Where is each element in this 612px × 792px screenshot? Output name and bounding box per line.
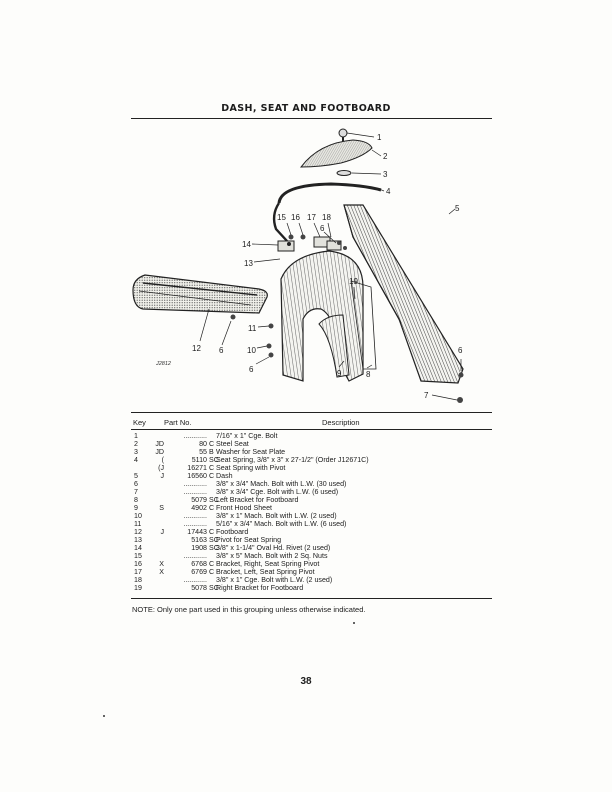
row-part-number: ............: [183, 432, 207, 440]
table-row: [131, 568, 492, 576]
row-part-number: 5079: [191, 496, 207, 504]
row-part-prefix: S: [159, 504, 164, 512]
callout-11: 11: [248, 324, 257, 333]
row-part-number: 4902: [191, 504, 207, 512]
callout-5: 5: [455, 204, 460, 213]
callout-6c: 6: [249, 365, 254, 374]
callout-16: 16: [291, 213, 300, 222]
row-description: Steel Seat: [216, 440, 249, 448]
callout-1: 1: [377, 133, 382, 142]
row-key: 12: [134, 528, 142, 536]
row-key: 5: [134, 472, 138, 480]
row-key: 6: [134, 480, 138, 488]
row-description: 3/8" x 1" Cge. Bolt with L.W. (2 used): [216, 576, 333, 584]
table-row: [131, 528, 492, 536]
figure-number: J2812: [156, 361, 171, 367]
row-description: 3/8" x 1-1/4" Oval Hd. Rivet (2 used): [216, 544, 331, 552]
table-row: [131, 464, 492, 472]
row-part-number: 6769: [191, 568, 207, 576]
row-description: 3/8" x 5" Mach. Bolt with 2 Sq. Nuts: [216, 552, 328, 560]
header-part-number: Part No.: [164, 418, 192, 427]
callout-2: 2: [383, 152, 388, 161]
callout-14: 14: [242, 240, 251, 249]
row-description: 7/16" x 1" Cge. Bolt: [216, 432, 278, 440]
row-part-suffix: SC: [209, 584, 219, 592]
steel-seat-part: [301, 140, 372, 167]
row-description: 3/8" x 1" Mach. Bolt with L.W. (2 used): [216, 512, 337, 520]
callout-3: 3: [383, 170, 388, 179]
row-part-suffix: SC: [209, 536, 219, 544]
row-part-prefix: (J: [158, 464, 164, 472]
row-part-prefix: X: [159, 560, 164, 568]
row-key: 14: [134, 544, 142, 552]
row-key: 3: [134, 448, 138, 456]
callout-12: 12: [192, 344, 201, 353]
print-speck: [103, 715, 105, 717]
row-part-number: ............: [183, 512, 207, 520]
row-part-number: 5110: [191, 456, 207, 464]
row-key: 8: [134, 496, 138, 504]
figure-bottom-rule: [131, 412, 492, 413]
table-row: [131, 480, 492, 488]
bracket-hardware: [289, 235, 348, 251]
table-row: [131, 560, 492, 568]
row-key: 15: [134, 552, 142, 560]
callout-13: 13: [244, 259, 253, 268]
row-part-prefix: (: [161, 456, 164, 464]
table-row: [131, 544, 492, 552]
row-description: 3/8" x 3/4" Mach. Bolt with L.W. (30 used): [216, 480, 347, 488]
print-speck: [353, 622, 355, 624]
row-part-number: 16560: [187, 472, 207, 480]
row-key: 9: [134, 504, 138, 512]
row-key: 4: [134, 456, 138, 464]
row-description: Front Hood Sheet: [216, 504, 272, 512]
row-part-suffix: C: [209, 464, 215, 472]
row-part-suffix: C: [209, 504, 215, 512]
row-part-prefix: X: [159, 568, 164, 576]
row-part-number: 5163: [191, 536, 207, 544]
row-key: 11: [134, 520, 142, 528]
row-key: 13: [134, 536, 142, 544]
row-description: Right Bracket for Footboard: [216, 584, 304, 592]
row-key: 19: [134, 584, 142, 592]
row-part-number: 80: [199, 440, 207, 448]
header-description: Description: [322, 418, 360, 427]
row-part-number: 1908: [191, 544, 207, 552]
row-description: 5/16" x 3/4" Mach. Bolt with L.W. (6 used): [216, 520, 347, 528]
table-row: [131, 448, 492, 456]
exploded-parts-diagram: [131, 119, 492, 412]
row-key: 16: [134, 560, 142, 568]
seat-spring-part: [279, 184, 381, 203]
callout-8: 8: [366, 370, 371, 379]
callout-19: 19: [349, 277, 358, 286]
row-part-number: 16271: [187, 464, 207, 472]
row-description: Footboard: [216, 528, 249, 536]
callout-6a: 6: [320, 224, 325, 233]
row-part-prefix: JD: [155, 440, 164, 448]
callout-7: 7: [424, 391, 429, 400]
callout-10: 10: [247, 346, 256, 355]
row-part-number: ............: [183, 480, 207, 488]
row-key: 18: [134, 576, 142, 584]
row-part-suffix: SC: [209, 496, 219, 504]
row-description: 3/8" x 3/4" Cge. Bolt with L.W. (6 used): [216, 488, 339, 496]
table-row: [131, 456, 492, 464]
row-key: 17: [134, 568, 142, 576]
header-key: Key: [133, 418, 146, 427]
row-description: Dash: [216, 472, 233, 480]
row-part-suffix: C: [209, 528, 215, 536]
table-row: [131, 552, 492, 560]
row-description: Seat Spring, 3/8" x 3" x 27-1/2" (Order J12671C): [216, 456, 369, 464]
front-hood-sheet-part: [281, 251, 363, 381]
row-part-number: 6768: [191, 560, 207, 568]
row-description: Bracket, Right, Seat Spring Pivot: [216, 560, 320, 568]
page-title: DASH, SEAT AND FOOTBOARD: [221, 103, 391, 114]
row-part-number: ............: [183, 520, 207, 528]
row-part-number: ............: [183, 576, 207, 584]
row-description: Seat Spring with Pivot: [216, 464, 286, 472]
table-row: [131, 488, 492, 496]
row-description: Washer for Seat Plate: [216, 448, 286, 456]
table-row: [131, 496, 492, 504]
table-row: [131, 440, 492, 448]
table-row: [131, 504, 492, 512]
table-row: [131, 472, 492, 480]
callout-6b: 6: [219, 346, 224, 355]
row-part-number: ............: [183, 552, 207, 560]
footnote: NOTE: Only one part used in this grouping unless otherwise indicated.: [132, 605, 366, 614]
row-description: Left Bracket for Footboard: [216, 496, 299, 504]
table-row: [131, 576, 492, 584]
row-part-prefix: J: [160, 472, 164, 480]
table-row: [131, 520, 492, 528]
row-key: 2: [134, 440, 138, 448]
row-part-suffix: SC: [209, 456, 219, 464]
row-part-number: 5078: [191, 584, 207, 592]
row-part-prefix: J: [160, 528, 164, 536]
row-part-suffix: C: [209, 568, 215, 576]
callout-18: 18: [322, 213, 331, 222]
page-number: 38: [300, 676, 312, 687]
row-part-suffix: C: [209, 440, 215, 448]
row-part-suffix: C: [209, 472, 215, 480]
row-part-suffix: B: [209, 448, 214, 456]
row-key: 10: [134, 512, 142, 520]
table-row: [131, 584, 492, 592]
table-bottom-rule: [131, 598, 492, 599]
row-part-suffix: C: [209, 560, 215, 568]
callout-4: 4: [386, 187, 391, 196]
row-description: Bracket, Left, Seat Spring Pivot: [216, 568, 315, 576]
header-rule: [131, 429, 492, 430]
callout-9: 9: [337, 369, 342, 378]
row-part-suffix: SC: [209, 544, 219, 552]
callout-15: 15: [277, 213, 286, 222]
row-description: Pivot for Seat Spring: [216, 536, 282, 544]
callout-6d: 6: [458, 346, 463, 355]
washer-part: [337, 171, 351, 176]
row-part-number: 55: [199, 448, 207, 456]
row-part-prefix: JD: [155, 448, 164, 456]
row-part-number: 17443: [187, 528, 207, 536]
table-row: [131, 432, 492, 440]
row-key: 1: [134, 432, 138, 440]
table-row: [131, 512, 492, 520]
parts-table: [131, 432, 492, 592]
table-row: [131, 536, 492, 544]
pivot-part: [278, 241, 294, 251]
callout-17: 17: [307, 213, 316, 222]
row-key: 7: [134, 488, 138, 496]
row-part-number: ............: [183, 488, 207, 496]
